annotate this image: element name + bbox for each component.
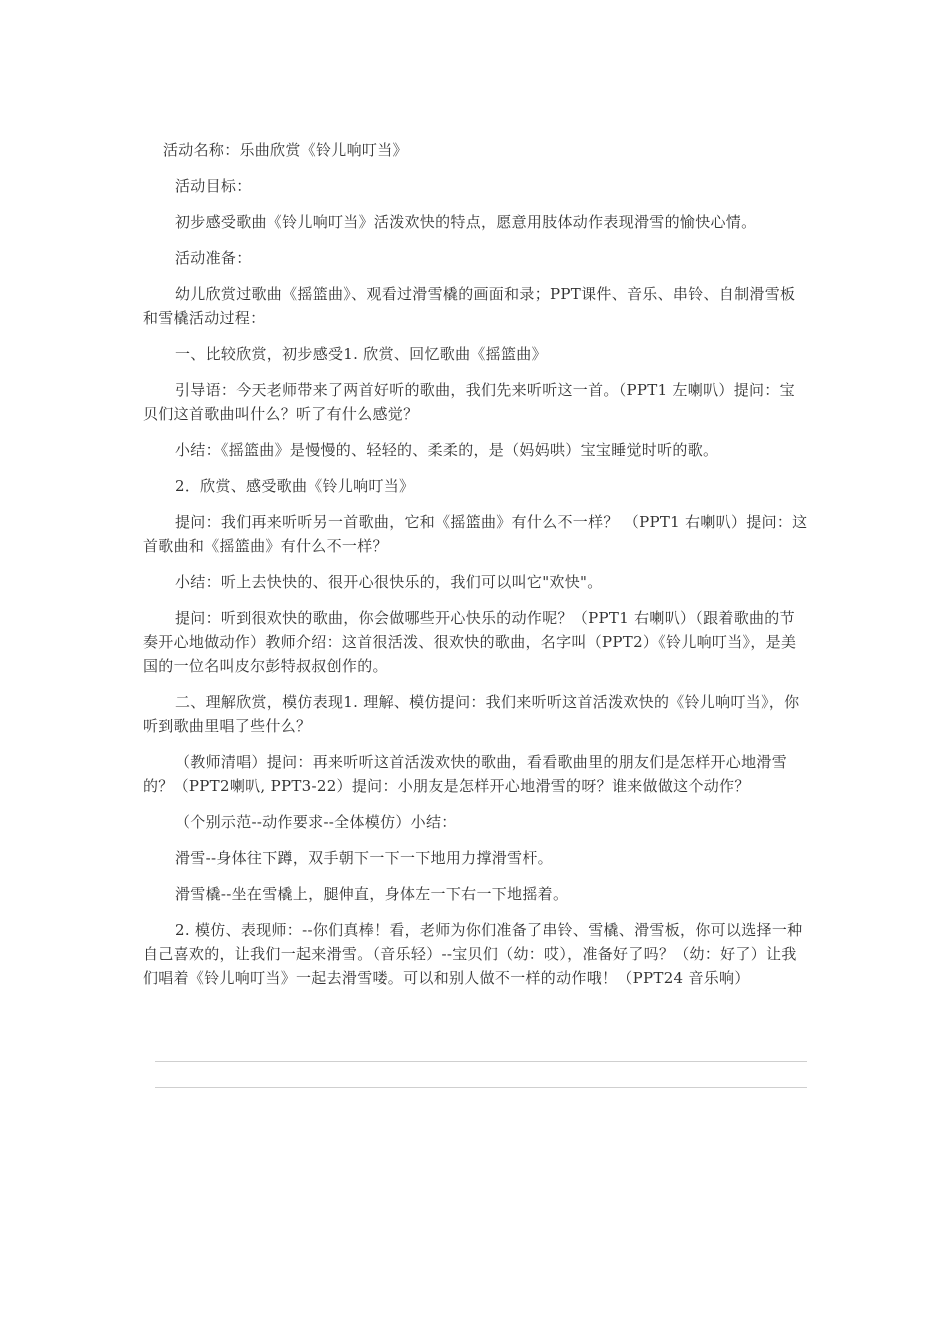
- paragraph-sled: 滑雪橇--坐在雪橇上，腿伸直，身体左一下右一下地摇着。: [175, 885, 569, 903]
- paragraph-ski: 滑雪--身体往下蹲，双手朝下一下一下地用力撑滑雪杆。: [175, 849, 553, 867]
- paragraph-question-1: 提问：我们再来听听另一首歌曲，它和《摇篮曲》有什么不一样？ （PPT1 右喇叭）提问：这首歌曲和《摇篮曲》有什么不一样？: [143, 513, 808, 555]
- paragraph-perform: 2. 模仿、表现师：--你们真棒！看，老师为你们准备了串铃、雪橇、滑雪板，你可以选择一种自己喜欢的，让我们一起来滑雪。（音乐轻）--宝贝们（幼：哎），准备好了吗？（幼：好了）让我们唱着《铃儿响叮当》一起去滑雪喽。可以和别人做不一样的动作哦！（PPT24 音乐响）: [143, 921, 803, 987]
- paragraph-question-2: 提问：听到很欢快的歌曲，你会做哪些开心快乐的动作呢？（PPT1 右喇叭）（跟着歌曲的节奏开心地做动作）教师介绍：这首很活泼、很欢快的歌曲，名字叫（PPT2）《铃儿响叮当》，是美国的一位名叫皮尔彭特叔叔创作的。: [143, 609, 797, 675]
- activity-goal-text: 初步感受歌曲《铃儿响叮当》活泼欢快的特点，愿意用肢体动作表现滑雪的愉快心情。: [175, 213, 757, 231]
- section-one-heading: 一、比较欣赏，初步感受1. 欣赏、回忆歌曲《摇篮曲》: [175, 345, 547, 363]
- divider-line: [155, 1061, 807, 1062]
- activity-name: 活动名称：乐曲欣赏《铃儿响叮当》: [163, 141, 408, 159]
- activity-prep-heading: 活动准备：: [175, 249, 252, 267]
- document-body: [143, 138, 809, 1002]
- paragraph-summary-2: 小结：听上去快快的、很开心很快乐的，我们可以叫它"欢快"。: [175, 573, 603, 591]
- activity-prep-text: 幼儿欣赏过歌曲《摇篮曲》、观看过滑雪橇的画面和录；PPT课件、音乐、串铃、自制滑雪板和雪橇活动过程：: [143, 285, 796, 327]
- activity-goal-heading: 活动目标：: [175, 177, 252, 195]
- divider-line: [155, 1087, 807, 1088]
- paragraph-demo: （个别示范--动作要求--全体模仿）小结：: [175, 813, 457, 831]
- paragraph-intro: 引导语：今天老师带来了两首好听的歌曲，我们先来听听这一首。（PPT1 左喇叭）提问：宝贝们这首歌曲叫什么？听了有什么感觉？: [143, 381, 795, 423]
- subsection-2-heading: 2．欣赏、感受歌曲《铃儿响叮当》: [175, 477, 415, 495]
- paragraph-summary-1: 小结：《摇篮曲》是慢慢的、轻轻的、柔柔的，是（妈妈哄）宝宝睡觉时听的歌。: [175, 441, 719, 459]
- section-two-heading: 二、理解欣赏，模仿表现1. 理解、模仿提问：我们来听听这首活泼欢快的《铃儿响叮当》，你听到歌曲里唱了些什么？: [143, 693, 800, 735]
- paragraph-teacher-sing: （教师清唱）提问：再来听听这首活泼欢快的歌曲，看看歌曲里的朋友们是怎样开心地滑雪的？（PPT2喇叭, PPT3-22）提问：小朋友是怎样开心地滑雪的呀？谁来做做这个动作？: [143, 753, 788, 795]
